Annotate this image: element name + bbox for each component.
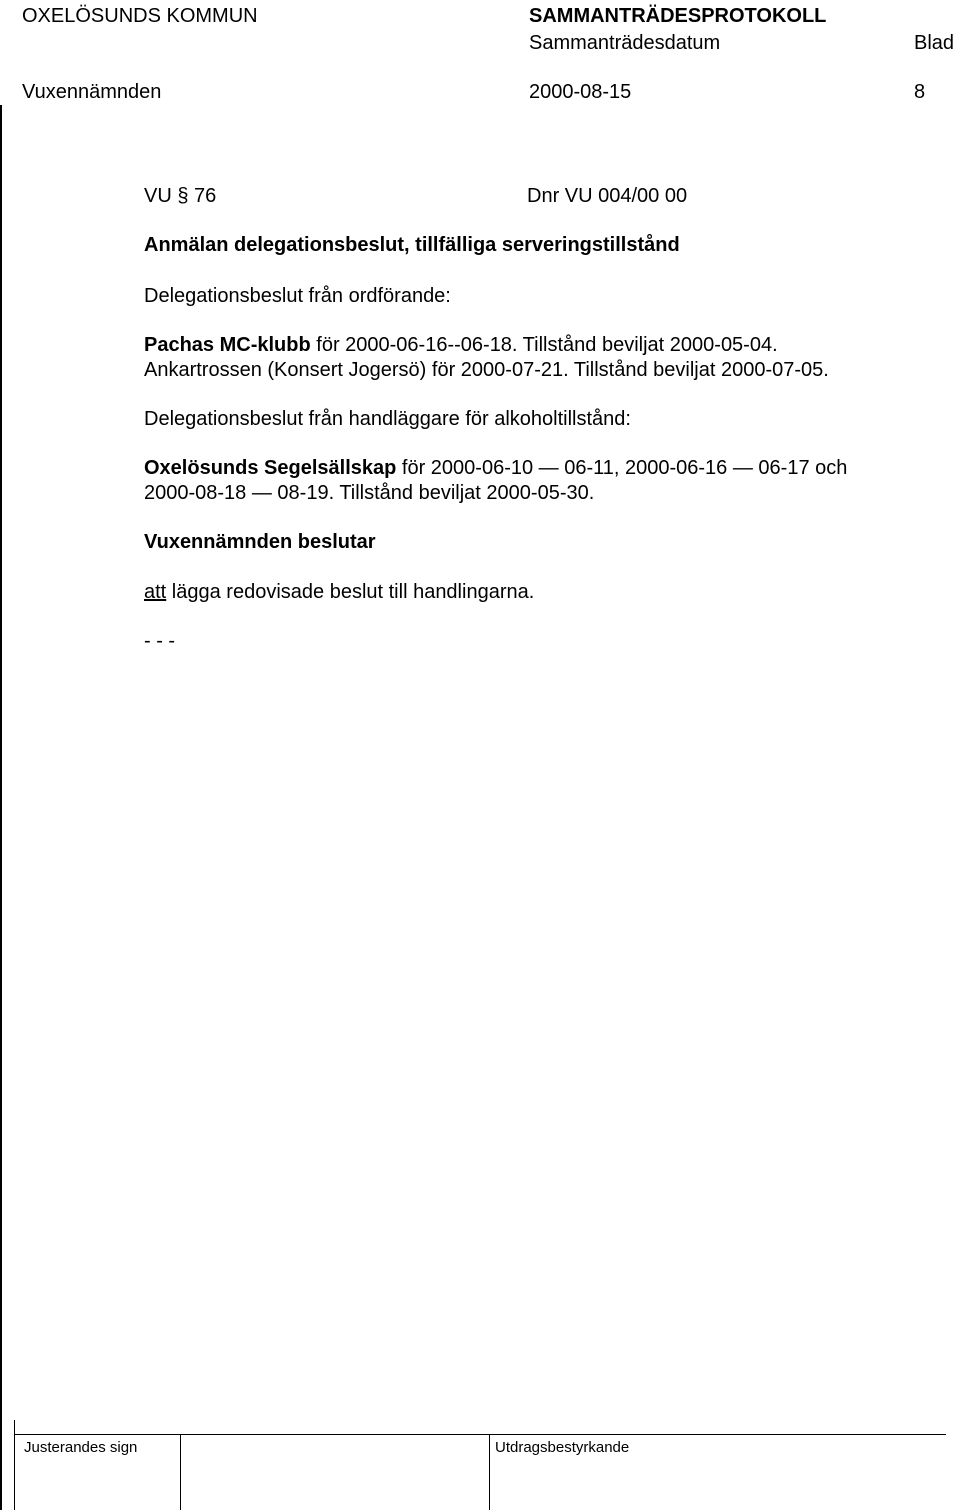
certification-label: Utdragsbestyrkande <box>495 1439 630 1456</box>
end-marker: - - - <box>144 630 176 652</box>
item-1-name: Pachas MC-klubb <box>144 334 311 356</box>
paragraph-id: VU § 76 <box>144 185 217 207</box>
item-3-name: Oxelösunds Segelsällskap <box>144 457 397 479</box>
decision-item-3-continued: 2000-08-18 — 08-19. Tillstånd beviljat 2000-05-30. <box>144 482 595 504</box>
decision-item-1 <box>144 335 778 355</box>
intro-handler: Delegationsbeslut från handläggare för alkoholtillstånd: <box>144 408 631 430</box>
committee-name: Vuxennämnden <box>22 81 162 103</box>
page-number: 8 <box>914 81 926 103</box>
footer-separator-1 <box>180 1434 181 1510</box>
decision-att: att <box>144 581 167 603</box>
date-label: Sammanträdesdatum <box>529 32 721 54</box>
meeting-date: 2000-08-15 <box>529 81 632 103</box>
item-1-text: för 2000-06-16--06-18. Tillstånd beviljat 2000-05-04. <box>310 334 778 356</box>
dnr: Dnr VU 004/00 00 <box>527 185 688 207</box>
page-label: Blad <box>914 32 955 54</box>
decision-item-3 <box>144 458 847 478</box>
document-type: SAMMANTRÄDESPROTOKOLL <box>529 5 827 27</box>
footer-divider <box>14 1434 946 1435</box>
item-3-text: för 2000-06-10 — 06-11, 2000-06-16 — 06-17 och <box>396 457 848 479</box>
signature-label: Justerandes sign <box>24 1439 138 1456</box>
decision-text <box>144 582 534 602</box>
footer-separator-2 <box>489 1434 490 1510</box>
organization-name: OXELÖSUNDS KOMMUN <box>22 5 258 27</box>
decision-item-2: Ankartrossen (Konsert Jogersö) för 2000-07-21. Tillstånd beviljat 2000-07-05. <box>144 359 829 381</box>
intro-chairman: Delegationsbeslut från ordförande: <box>144 285 451 307</box>
left-margin-line <box>0 105 2 1510</box>
footer-left-border <box>14 1420 15 1510</box>
decision-body: lägga redovisade beslut till handlingarna. <box>166 581 535 603</box>
decision-heading: Vuxennämnden beslutar <box>144 531 376 553</box>
section-title: Anmälan delegationsbeslut, tillfälliga serveringstillstånd <box>144 234 680 256</box>
